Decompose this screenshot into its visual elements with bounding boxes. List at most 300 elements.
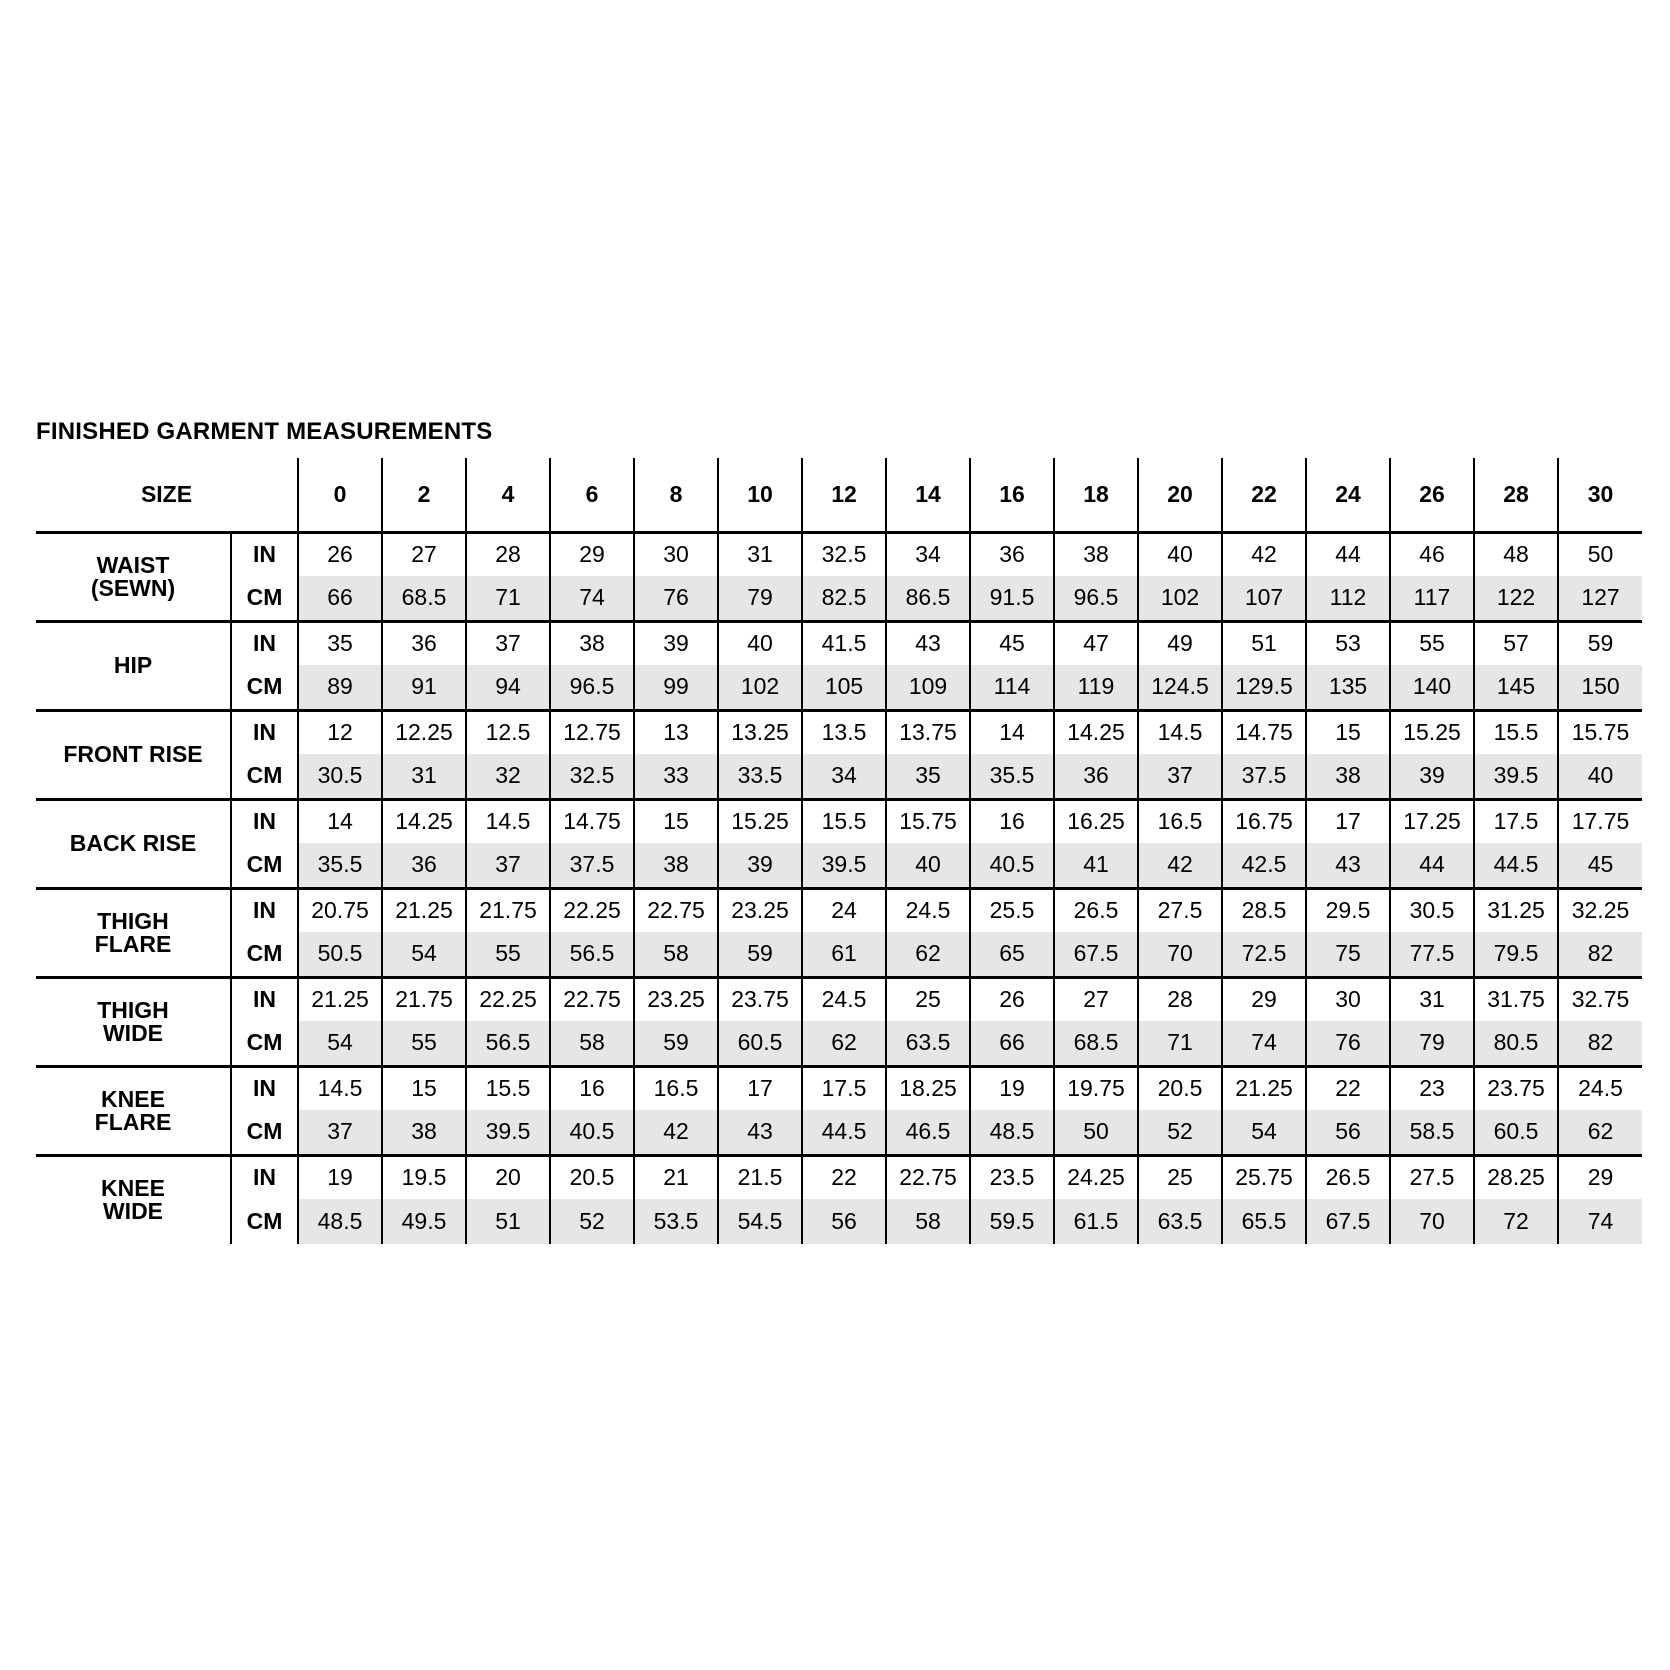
measurement-value: 16.5: [634, 1066, 718, 1110]
measurement-value: 58: [634, 932, 718, 977]
measurement-value: 28.5: [1222, 888, 1306, 932]
measurement-value: 55: [1390, 621, 1474, 665]
measurement-value: 70: [1138, 932, 1222, 977]
measurement-value: 15.25: [718, 799, 802, 843]
measurement-value: 63.5: [1138, 1199, 1222, 1244]
measurement-label: FRONT RISE: [36, 710, 231, 799]
measurement-value: 59: [1558, 621, 1642, 665]
size-header-cell: 8: [634, 458, 718, 532]
measurement-value: 48: [1474, 532, 1558, 576]
measurement-value: 56: [1306, 1110, 1390, 1155]
measurement-value: 82: [1558, 932, 1642, 977]
measurement-row-in: [36, 1155, 1642, 1199]
measurement-value: 40: [1558, 754, 1642, 799]
measurement-value: 30: [634, 532, 718, 576]
measurement-value: 91.5: [970, 576, 1054, 621]
measurement-value: 57: [1474, 621, 1558, 665]
measurement-value: 48.5: [970, 1110, 1054, 1155]
measurement-value: 109: [886, 665, 970, 710]
measurement-value: 14.5: [466, 799, 550, 843]
measurement-value: 16: [550, 1066, 634, 1110]
measurement-value: 14: [970, 710, 1054, 754]
measurement-value: 19: [298, 1155, 382, 1199]
measurement-value: 15: [1306, 710, 1390, 754]
measurement-value: 135: [1306, 665, 1390, 710]
measurement-value: 15.75: [1558, 710, 1642, 754]
measurement-row-cm: [36, 754, 1642, 799]
measurement-value: 15.5: [466, 1066, 550, 1110]
measurement-value: 59.5: [970, 1199, 1054, 1244]
measurement-value: 14.5: [298, 1066, 382, 1110]
measurement-value: 124.5: [1138, 665, 1222, 710]
measurement-value: 13.25: [718, 710, 802, 754]
size-header-row: [36, 458, 1642, 532]
measurement-value: 102: [1138, 576, 1222, 621]
measurement-value: 53: [1306, 621, 1390, 665]
measurement-value: 140: [1390, 665, 1474, 710]
measurement-value: 119: [1054, 665, 1138, 710]
measurement-value: 15.75: [886, 799, 970, 843]
size-header-cell: 6: [550, 458, 634, 532]
measurement-value: 27: [382, 532, 466, 576]
measurement-value: 13.75: [886, 710, 970, 754]
measurement-value: 58: [550, 1021, 634, 1066]
measurement-value: 21.75: [382, 977, 466, 1021]
measurement-value: 94: [466, 665, 550, 710]
measurement-value: 28: [466, 532, 550, 576]
measurement-row-in: [36, 977, 1642, 1021]
measurement-value: 86.5: [886, 576, 970, 621]
measurement-label: WAIST (SEWN): [36, 532, 231, 621]
measurement-value: 27.5: [1390, 1155, 1474, 1199]
measurement-row-in: [36, 710, 1642, 754]
measurement-value: 36: [970, 532, 1054, 576]
measurement-row-cm: [36, 576, 1642, 621]
measurement-value: 24.25: [1054, 1155, 1138, 1199]
size-header-cell: 30: [1558, 458, 1642, 532]
measurement-value: 32: [466, 754, 550, 799]
measurement-value: 54: [382, 932, 466, 977]
measurement-value: 35.5: [970, 754, 1054, 799]
measurement-value: 21.75: [466, 888, 550, 932]
measurement-value: 30.5: [1390, 888, 1474, 932]
measurement-value: 35: [886, 754, 970, 799]
measurement-label: HIP: [36, 621, 231, 710]
measurement-value: 24.5: [1558, 1066, 1642, 1110]
unit-label-in: IN: [231, 1155, 298, 1199]
measurement-value: 17.75: [1558, 799, 1642, 843]
measurement-value: 72.5: [1222, 932, 1306, 977]
measurement-value: 122: [1474, 576, 1558, 621]
measurement-value: 45: [970, 621, 1054, 665]
measurement-value: 46.5: [886, 1110, 970, 1155]
measurement-value: 38: [1054, 532, 1138, 576]
measurement-value: 43: [1306, 843, 1390, 888]
measurement-value: 65: [970, 932, 1054, 977]
measurement-value: 18.25: [886, 1066, 970, 1110]
size-header-cell: 16: [970, 458, 1054, 532]
measurement-value: 50.5: [298, 932, 382, 977]
measurement-value: 28: [1138, 977, 1222, 1021]
measurement-value: 22.75: [550, 977, 634, 1021]
measurement-value: 29: [1222, 977, 1306, 1021]
measurement-value: 56.5: [550, 932, 634, 977]
measurement-row-cm: [36, 1110, 1642, 1155]
measurement-value: 40: [1138, 532, 1222, 576]
measurement-value: 32.5: [550, 754, 634, 799]
measurement-value: 20.5: [550, 1155, 634, 1199]
page-title: FINISHED GARMENT MEASUREMENTS: [36, 418, 493, 445]
measurement-value: 16.5: [1138, 799, 1222, 843]
measurement-value: 62: [802, 1021, 886, 1066]
measurement-value: 61.5: [1054, 1199, 1138, 1244]
measurement-value: 17: [1306, 799, 1390, 843]
measurement-value: 23.5: [970, 1155, 1054, 1199]
measurement-value: 67.5: [1054, 932, 1138, 977]
unit-label-cm: CM: [231, 1110, 298, 1155]
size-header-cell: 4: [466, 458, 550, 532]
measurement-row-in: [36, 799, 1642, 843]
measurement-value: 31: [1390, 977, 1474, 1021]
measurement-value: 47: [1054, 621, 1138, 665]
measurement-value: 44: [1306, 532, 1390, 576]
measurement-value: 12.5: [466, 710, 550, 754]
measurement-value: 39: [634, 621, 718, 665]
measurement-value: 20: [466, 1155, 550, 1199]
measurement-value: 62: [886, 932, 970, 977]
measurement-value: 31: [382, 754, 466, 799]
measurement-value: 36: [382, 843, 466, 888]
measurement-value: 74: [550, 576, 634, 621]
measurement-value: 56.5: [466, 1021, 550, 1066]
measurement-value: 105: [802, 665, 886, 710]
measurement-value: 30.5: [298, 754, 382, 799]
measurement-value: 12.25: [382, 710, 466, 754]
measurement-value: 19.75: [1054, 1066, 1138, 1110]
measurement-value: 102: [718, 665, 802, 710]
measurement-value: 66: [970, 1021, 1054, 1066]
size-header-cell: 28: [1474, 458, 1558, 532]
measurement-value: 39.5: [466, 1110, 550, 1155]
measurement-value: 127: [1558, 576, 1642, 621]
measurement-value: 21.25: [298, 977, 382, 1021]
measurement-value: 14.75: [1222, 710, 1306, 754]
measurement-value: 79: [1390, 1021, 1474, 1066]
measurement-value: 40.5: [550, 1110, 634, 1155]
measurement-value: 35: [298, 621, 382, 665]
measurement-label: KNEE WIDE: [36, 1155, 231, 1244]
measurement-value: 82.5: [802, 576, 886, 621]
measurement-value: 89: [298, 665, 382, 710]
measurement-value: 96.5: [550, 665, 634, 710]
size-header-cell: 20: [1138, 458, 1222, 532]
measurement-value: 38: [634, 843, 718, 888]
measurement-value: 37: [466, 843, 550, 888]
measurement-value: 53.5: [634, 1199, 718, 1244]
measurement-value: 66: [298, 576, 382, 621]
measurement-value: 25: [1138, 1155, 1222, 1199]
size-header-label: SIZE: [140, 480, 193, 507]
measurement-row-cm: [36, 932, 1642, 977]
measurement-value: 31.75: [1474, 977, 1558, 1021]
measurement-value: 44: [1390, 843, 1474, 888]
measurement-value: 50: [1558, 532, 1642, 576]
measurement-value: 34: [886, 532, 970, 576]
measurement-value: 112: [1306, 576, 1390, 621]
measurement-value: 60.5: [1474, 1110, 1558, 1155]
measurement-value: 36: [382, 621, 466, 665]
measurement-value: 41.5: [802, 621, 886, 665]
measurement-value: 54.5: [718, 1199, 802, 1244]
measurement-value: 55: [382, 1021, 466, 1066]
measurement-value: 25.5: [970, 888, 1054, 932]
measurement-value: 23.25: [718, 888, 802, 932]
measurement-value: 52: [550, 1199, 634, 1244]
measurement-label: THIGH WIDE: [36, 977, 231, 1066]
measurement-value: 59: [718, 932, 802, 977]
measurement-value: 38: [382, 1110, 466, 1155]
measurement-value: 15: [634, 799, 718, 843]
measurement-value: 32.25: [1558, 888, 1642, 932]
measurement-value: 17.5: [802, 1066, 886, 1110]
measurement-value: 19.5: [382, 1155, 466, 1199]
measurement-value: 15.5: [802, 799, 886, 843]
measurement-value: 16.25: [1054, 799, 1138, 843]
unit-label-in: IN: [231, 977, 298, 1021]
measurement-value: 40.5: [970, 843, 1054, 888]
measurement-value: 37.5: [550, 843, 634, 888]
measurement-value: 29: [1558, 1155, 1642, 1199]
measurement-value: 74: [1222, 1021, 1306, 1066]
measurement-value: 22.75: [886, 1155, 970, 1199]
measurement-label: BACK RISE: [36, 799, 231, 888]
measurement-value: 99: [634, 665, 718, 710]
measurement-value: 107: [1222, 576, 1306, 621]
measurement-value: 25.75: [1222, 1155, 1306, 1199]
measurement-label: THIGH FLARE: [36, 888, 231, 977]
measurements-body: [36, 532, 1642, 1244]
measurement-value: 37: [1138, 754, 1222, 799]
measurement-value: 59: [634, 1021, 718, 1066]
measurement-value: 51: [1222, 621, 1306, 665]
measurement-value: 15.5: [1474, 710, 1558, 754]
measurement-value: 65.5: [1222, 1199, 1306, 1244]
measurement-value: 35.5: [298, 843, 382, 888]
measurement-value: 45: [1558, 843, 1642, 888]
measurement-value: 29.5: [1306, 888, 1390, 932]
measurement-value: 26: [298, 532, 382, 576]
measurement-row-cm: [36, 665, 1642, 710]
measurement-value: 51: [466, 1199, 550, 1244]
measurement-value: 28.25: [1474, 1155, 1558, 1199]
measurement-row-in: [36, 532, 1642, 576]
measurement-value: 21: [634, 1155, 718, 1199]
measurement-value: 16.75: [1222, 799, 1306, 843]
measurement-value: 12.75: [550, 710, 634, 754]
measurement-value: 12: [298, 710, 382, 754]
measurement-value: 22: [1306, 1066, 1390, 1110]
measurement-value: 68.5: [1054, 1021, 1138, 1066]
size-header-cell: 18: [1054, 458, 1138, 532]
measurement-value: 32.5: [802, 532, 886, 576]
unit-label-cm: CM: [231, 754, 298, 799]
measurement-value: 22.75: [634, 888, 718, 932]
measurement-value: 14.75: [550, 799, 634, 843]
measurement-row-in: [36, 1066, 1642, 1110]
size-header-cell: 24: [1306, 458, 1390, 532]
measurement-value: 54: [298, 1021, 382, 1066]
measurement-value: 129.5: [1222, 665, 1306, 710]
measurement-value: 68.5: [382, 576, 466, 621]
size-header-cell: 22: [1222, 458, 1306, 532]
measurement-value: 27.5: [1138, 888, 1222, 932]
measurement-row-cm: [36, 843, 1642, 888]
measurement-value: 114: [970, 665, 1054, 710]
measurement-value: 33: [634, 754, 718, 799]
measurement-value: 42: [1222, 532, 1306, 576]
measurement-value: 31.25: [1474, 888, 1558, 932]
measurement-value: 24: [802, 888, 886, 932]
measurement-value: 27: [1054, 977, 1138, 1021]
measurement-value: 80.5: [1474, 1021, 1558, 1066]
measurement-value: 63.5: [886, 1021, 970, 1066]
measurement-value: 58.5: [1390, 1110, 1474, 1155]
measurement-value: 23.25: [634, 977, 718, 1021]
measurement-value: 33.5: [718, 754, 802, 799]
measurement-value: 13.5: [802, 710, 886, 754]
measurement-value: 74: [1558, 1199, 1642, 1244]
measurement-row-in: [36, 621, 1642, 665]
measurement-value: 49.5: [382, 1199, 466, 1244]
measurement-value: 38: [1306, 754, 1390, 799]
measurement-value: 24.5: [802, 977, 886, 1021]
unit-label-in: IN: [231, 799, 298, 843]
measurement-value: 29: [550, 532, 634, 576]
measurement-value: 15.25: [1390, 710, 1474, 754]
size-header-cell: 12: [802, 458, 886, 532]
measurement-value: 75: [1306, 932, 1390, 977]
measurement-value: 42: [1138, 843, 1222, 888]
measurement-value: 46: [1390, 532, 1474, 576]
measurement-value: 48.5: [298, 1199, 382, 1244]
measurement-value: 44.5: [802, 1110, 886, 1155]
measurement-value: 14.25: [1054, 710, 1138, 754]
measurement-value: 32.75: [1558, 977, 1642, 1021]
measurement-value: 26.5: [1306, 1155, 1390, 1199]
unit-label-in: IN: [231, 710, 298, 754]
measurement-value: 52: [1138, 1110, 1222, 1155]
measurement-row-cm: [36, 1021, 1642, 1066]
measurement-value: 42: [634, 1110, 718, 1155]
measurement-value: 62: [1558, 1110, 1642, 1155]
measurement-value: 26.5: [1054, 888, 1138, 932]
measurement-value: 58: [886, 1199, 970, 1244]
unit-label-in: IN: [231, 1066, 298, 1110]
measurement-value: 60.5: [718, 1021, 802, 1066]
measurement-value: 71: [466, 576, 550, 621]
measurement-value: 67.5: [1306, 1199, 1390, 1244]
size-chart-table: [36, 458, 1642, 1244]
measurement-label: KNEE FLARE: [36, 1066, 231, 1155]
measurement-value: 79.5: [1474, 932, 1558, 977]
measurement-value: 117: [1390, 576, 1474, 621]
measurement-value: 77.5: [1390, 932, 1474, 977]
size-header-cell: 2: [382, 458, 466, 532]
measurement-value: 50: [1054, 1110, 1138, 1155]
measurement-value: 26: [970, 977, 1054, 1021]
measurement-value: 39: [718, 843, 802, 888]
measurement-value: 56: [802, 1199, 886, 1244]
unit-label-in: IN: [231, 532, 298, 576]
measurement-value: 22: [802, 1155, 886, 1199]
measurement-value: 41: [1054, 843, 1138, 888]
measurement-value: 36: [1054, 754, 1138, 799]
measurement-value: 37: [298, 1110, 382, 1155]
measurement-value: 21.25: [1222, 1066, 1306, 1110]
size-header-cell: 14: [886, 458, 970, 532]
measurement-value: 30: [1306, 977, 1390, 1021]
measurement-value: 96.5: [1054, 576, 1138, 621]
measurement-value: 21.5: [718, 1155, 802, 1199]
measurement-value: 17.5: [1474, 799, 1558, 843]
measurement-value: 14.5: [1138, 710, 1222, 754]
size-header-cell: 0: [298, 458, 382, 532]
measurement-value: 145: [1474, 665, 1558, 710]
unit-label-cm: CM: [231, 843, 298, 888]
unit-label-cm: CM: [231, 665, 298, 710]
measurement-value: 22.25: [466, 977, 550, 1021]
measurement-value: 24.5: [886, 888, 970, 932]
measurement-value: 19: [970, 1066, 1054, 1110]
measurement-value: 82: [1558, 1021, 1642, 1066]
measurement-value: 39.5: [802, 843, 886, 888]
measurement-value: 21.25: [382, 888, 466, 932]
measurement-value: 54: [1222, 1110, 1306, 1155]
measurement-value: 38: [550, 621, 634, 665]
size-header-cell: 26: [1390, 458, 1474, 532]
measurement-value: 13: [634, 710, 718, 754]
measurement-value: 23.75: [1474, 1066, 1558, 1110]
measurement-value: 39: [1390, 754, 1474, 799]
measurement-value: 20.75: [298, 888, 382, 932]
measurement-value: 79: [718, 576, 802, 621]
measurement-value: 49: [1138, 621, 1222, 665]
measurement-value: 37: [466, 621, 550, 665]
unit-label-cm: CM: [231, 1199, 298, 1244]
measurement-value: 42.5: [1222, 843, 1306, 888]
measurement-row-in: [36, 888, 1642, 932]
measurement-value: 17.25: [1390, 799, 1474, 843]
measurement-value: 150: [1558, 665, 1642, 710]
measurement-value: 34: [802, 754, 886, 799]
measurement-value: 20.5: [1138, 1066, 1222, 1110]
measurement-value: 72: [1474, 1199, 1558, 1244]
measurement-value: 44.5: [1474, 843, 1558, 888]
measurement-value: 22.25: [550, 888, 634, 932]
measurement-value: 70: [1390, 1199, 1474, 1244]
size-header-cell: 10: [718, 458, 802, 532]
measurement-value: 43: [886, 621, 970, 665]
measurement-value: 15: [382, 1066, 466, 1110]
measurement-value: 14.25: [382, 799, 466, 843]
unit-label-cm: CM: [231, 576, 298, 621]
measurement-value: 16: [970, 799, 1054, 843]
measurement-value: 43: [718, 1110, 802, 1155]
measurement-value: 40: [886, 843, 970, 888]
unit-label-in: IN: [231, 621, 298, 665]
measurement-value: 40: [718, 621, 802, 665]
measurement-value: 23: [1390, 1066, 1474, 1110]
